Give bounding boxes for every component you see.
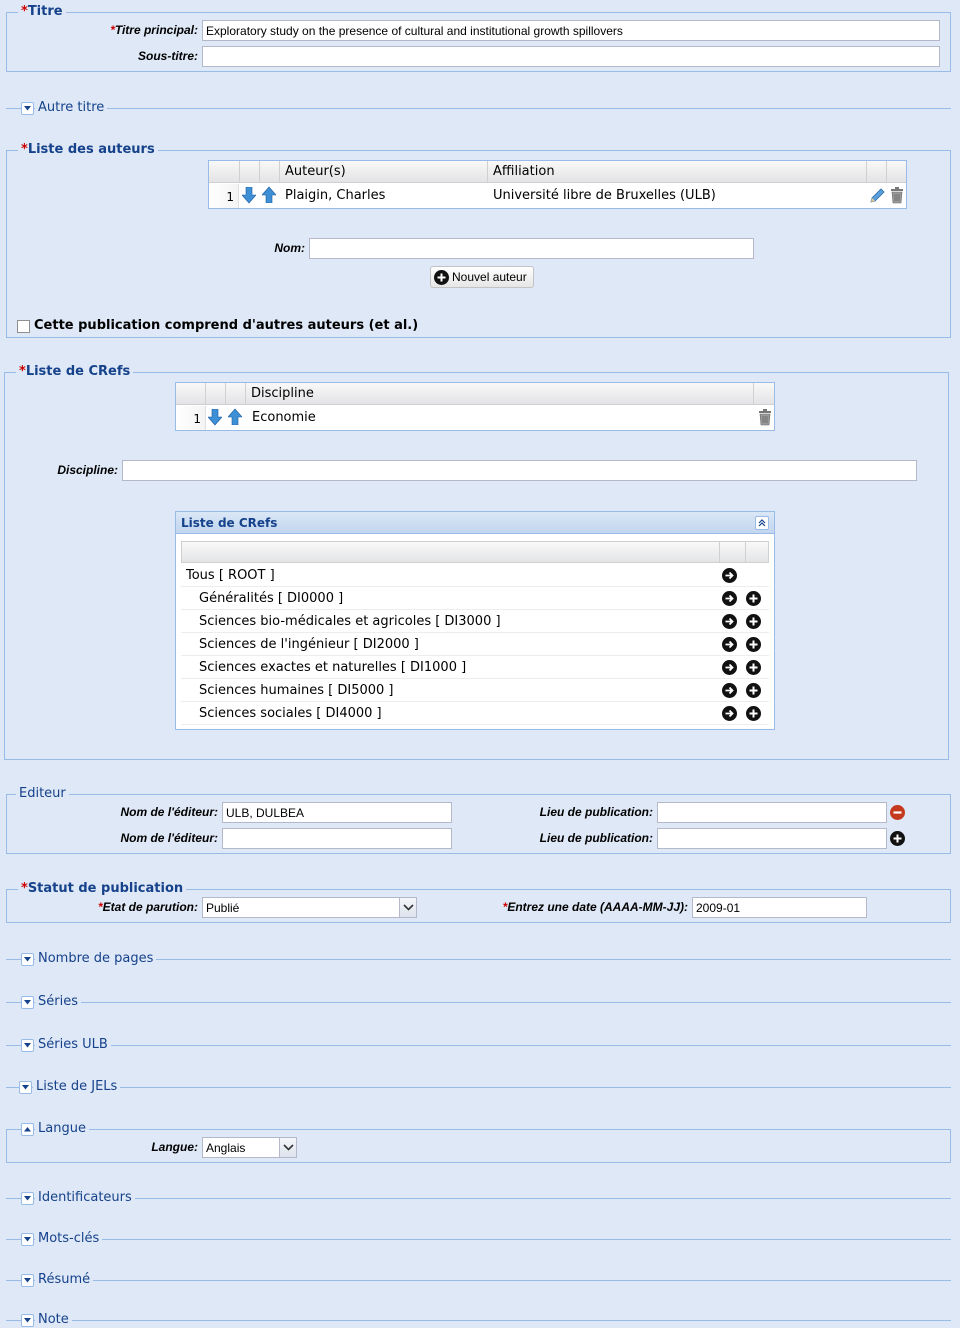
statut-legend: *Statut de publication [18, 881, 186, 897]
jels-legend[interactable]: Liste de JELs [33, 1079, 120, 1095]
tree-item[interactable] [181, 587, 769, 610]
tree-item[interactable] [181, 702, 769, 725]
mots-cles-expand-icon[interactable] [21, 1233, 34, 1246]
arrow-up-icon[interactable] [228, 408, 242, 429]
etat-parution-value: Publié [206, 901, 240, 915]
arrow-right-circle-icon[interactable] [722, 706, 737, 721]
tree-item-label: Sciences exactes et naturelles [ DI1000 ] [199, 660, 467, 675]
mots-cles-line [6, 1239, 951, 1240]
header-delete [887, 161, 907, 183]
cell-discipline: Economie [252, 410, 316, 425]
mots-cles-legend[interactable]: Mots-clés [35, 1231, 102, 1247]
arrow-right-circle-icon[interactable] [722, 660, 737, 675]
titre-legend: *Titre [18, 4, 66, 20]
crefs-panel-title: Liste de CRefs [181, 516, 278, 530]
note-legend[interactable]: Note [35, 1312, 72, 1328]
collapse-panel-icon[interactable] [755, 516, 769, 530]
note-expand-icon[interactable] [21, 1314, 34, 1327]
date-input[interactable]: 2009-01 [692, 897, 867, 918]
header-delete [754, 383, 775, 405]
editeur-legend: Editeur [16, 786, 69, 802]
nom-auteur-input[interactable] [309, 238, 754, 259]
tree-item[interactable] [181, 656, 769, 679]
nom-editeur-input[interactable]: ULB, DULBEA [222, 802, 452, 823]
header-affiliation[interactable]: Affiliation [488, 161, 867, 183]
langue-collapse-icon[interactable] [21, 1123, 34, 1136]
series-legend[interactable]: Séries [35, 994, 81, 1010]
autre-titre-expand-icon[interactable] [21, 102, 34, 115]
nombre-pages-legend[interactable]: Nombre de pages [35, 951, 156, 967]
series-line [6, 1002, 951, 1003]
etat-parution-label: *Etat de parution: [97, 900, 198, 914]
nom-editeur-label: Nom de l'éditeur: [120, 831, 218, 845]
discipline-label: Discipline: [57, 463, 118, 477]
et-al-checkbox[interactable] [17, 320, 30, 333]
nombre-pages-expand-icon[interactable] [21, 953, 34, 966]
crefs-grid-header [176, 383, 774, 405]
arrow-down-icon[interactable] [208, 409, 222, 430]
arrow-right-circle-icon[interactable] [722, 637, 737, 652]
tree-item-label: Tous [ ROOT ] [186, 568, 275, 583]
tree-item-label: Sciences sociales [ DI4000 ] [199, 706, 382, 721]
tree-item-label: Généralités [ DI0000 ] [199, 591, 344, 606]
plus-circle-icon[interactable] [746, 591, 761, 606]
add-circle-icon[interactable] [890, 831, 905, 846]
nom-editeur-label: Nom de l'éditeur: [120, 805, 218, 819]
langue-value: Anglais [206, 1141, 246, 1155]
jels-expand-icon[interactable] [19, 1081, 32, 1094]
header-up [260, 161, 280, 183]
tree-header [181, 541, 769, 563]
titre-principal-input[interactable]: Exploratory study on the presence of cultural and institutional growth spillovers [202, 20, 940, 41]
tree-item[interactable] [181, 633, 769, 656]
sous-titre-input[interactable] [202, 46, 940, 67]
identificateurs-line [6, 1198, 951, 1199]
resume-line [6, 1280, 951, 1281]
chevron-down-icon[interactable] [279, 1137, 296, 1158]
arrow-right-circle-icon[interactable] [722, 683, 737, 698]
header-up [226, 383, 246, 405]
nom-editeur-input[interactable] [222, 828, 452, 849]
nouvel-auteur-button[interactable] [430, 266, 534, 288]
tree-item[interactable] [181, 679, 769, 702]
tree-item-label: Sciences bio-médicales et agricoles [ DI3000 ] [199, 614, 501, 629]
et-al-label[interactable]: Cette publication comprend d'autres auteurs (et al.) [34, 318, 419, 333]
langue-label: Langue: [151, 1140, 198, 1154]
header-edit [867, 161, 887, 183]
identificateurs-legend[interactable]: Identificateurs [35, 1190, 135, 1206]
sous-titre-label: Sous-titre: [138, 49, 198, 63]
header-rownum [209, 161, 240, 183]
date-label: *Entrez une date (AAAA-MM-JJ): [502, 900, 688, 914]
cell-affiliation: Université libre de Bruxelles (ULB) [493, 188, 716, 203]
auteurs-grid [208, 160, 907, 209]
nouvel-auteur-label: Nouvel auteur [452, 270, 527, 284]
crefs-grid [175, 382, 775, 431]
tree-item-label: Sciences humaines [ DI5000 ] [199, 683, 394, 698]
note-line [6, 1320, 951, 1321]
plus-circle-icon[interactable] [746, 660, 761, 675]
autre-titre-legend[interactable]: Autre titre [35, 100, 107, 116]
tree-item[interactable] [181, 610, 769, 633]
header-discipline[interactable]: Discipline [246, 383, 754, 405]
plus-circle-icon [434, 270, 449, 285]
table-row [209, 184, 906, 208]
arrow-right-circle-icon[interactable] [722, 568, 737, 583]
arrow-right-circle-icon[interactable] [722, 591, 737, 606]
lieu-publication-label: Lieu de publication: [539, 805, 653, 819]
arrow-up-icon[interactable] [262, 186, 276, 207]
tree-header-sep [745, 542, 746, 562]
titre-principal-label: *Titre principal: [110, 23, 198, 37]
series-expand-icon[interactable] [21, 996, 34, 1009]
jels-line [6, 1087, 951, 1088]
plus-circle-icon[interactable] [746, 614, 761, 629]
identificateurs-expand-icon[interactable] [21, 1192, 34, 1205]
autre-titre-line [6, 108, 951, 109]
cell-auteur: Plaigin, Charles [285, 188, 386, 203]
series-ulb-expand-icon[interactable] [21, 1039, 34, 1052]
lieu-publication-input[interactable] [657, 802, 887, 823]
trash-icon[interactable] [890, 187, 904, 208]
auteurs-legend: *Liste des auteurs [18, 142, 158, 158]
header-down [240, 161, 260, 183]
table-row [176, 406, 774, 430]
chevron-down-icon[interactable] [399, 897, 416, 918]
tree-header-sep [719, 542, 720, 562]
tree-item[interactable] [181, 564, 769, 587]
series-ulb-legend[interactable]: Séries ULB [35, 1037, 111, 1053]
lieu-publication-label: Lieu de publication: [539, 831, 653, 845]
header-rownum [176, 383, 206, 405]
langue-legend[interactable]: Langue [35, 1121, 89, 1137]
tree-item-label: Sciences de l'ingénieur [ DI2000 ] [199, 637, 419, 652]
langue-select[interactable] [202, 1137, 297, 1158]
header-down [206, 383, 226, 405]
plus-circle-icon[interactable] [746, 683, 761, 698]
row-number: 1 [176, 406, 206, 430]
discipline-input[interactable] [122, 460, 917, 481]
crefs-legend: *Liste de CRefs [16, 364, 133, 380]
remove-circle-icon[interactable] [890, 805, 905, 820]
arrow-down-icon[interactable] [242, 187, 256, 208]
nom-auteur-label: Nom: [274, 241, 305, 255]
header-auteurs[interactable]: Auteur(s) [280, 161, 488, 183]
crefs-tree-panel [175, 511, 775, 730]
row-number: 1 [209, 184, 239, 208]
series-ulb-line [6, 1045, 951, 1046]
trash-icon[interactable] [758, 409, 772, 430]
plus-circle-icon[interactable] [746, 706, 761, 721]
pencil-icon[interactable] [869, 187, 886, 208]
resume-expand-icon[interactable] [21, 1274, 34, 1287]
arrow-right-circle-icon[interactable] [722, 614, 737, 629]
crefs-panel-header [176, 512, 774, 534]
plus-circle-icon[interactable] [746, 637, 761, 652]
resume-legend[interactable]: Résumé [35, 1272, 93, 1288]
lieu-publication-input[interactable] [657, 828, 887, 849]
auteurs-grid-header [209, 161, 906, 183]
etat-parution-select[interactable] [202, 897, 417, 918]
